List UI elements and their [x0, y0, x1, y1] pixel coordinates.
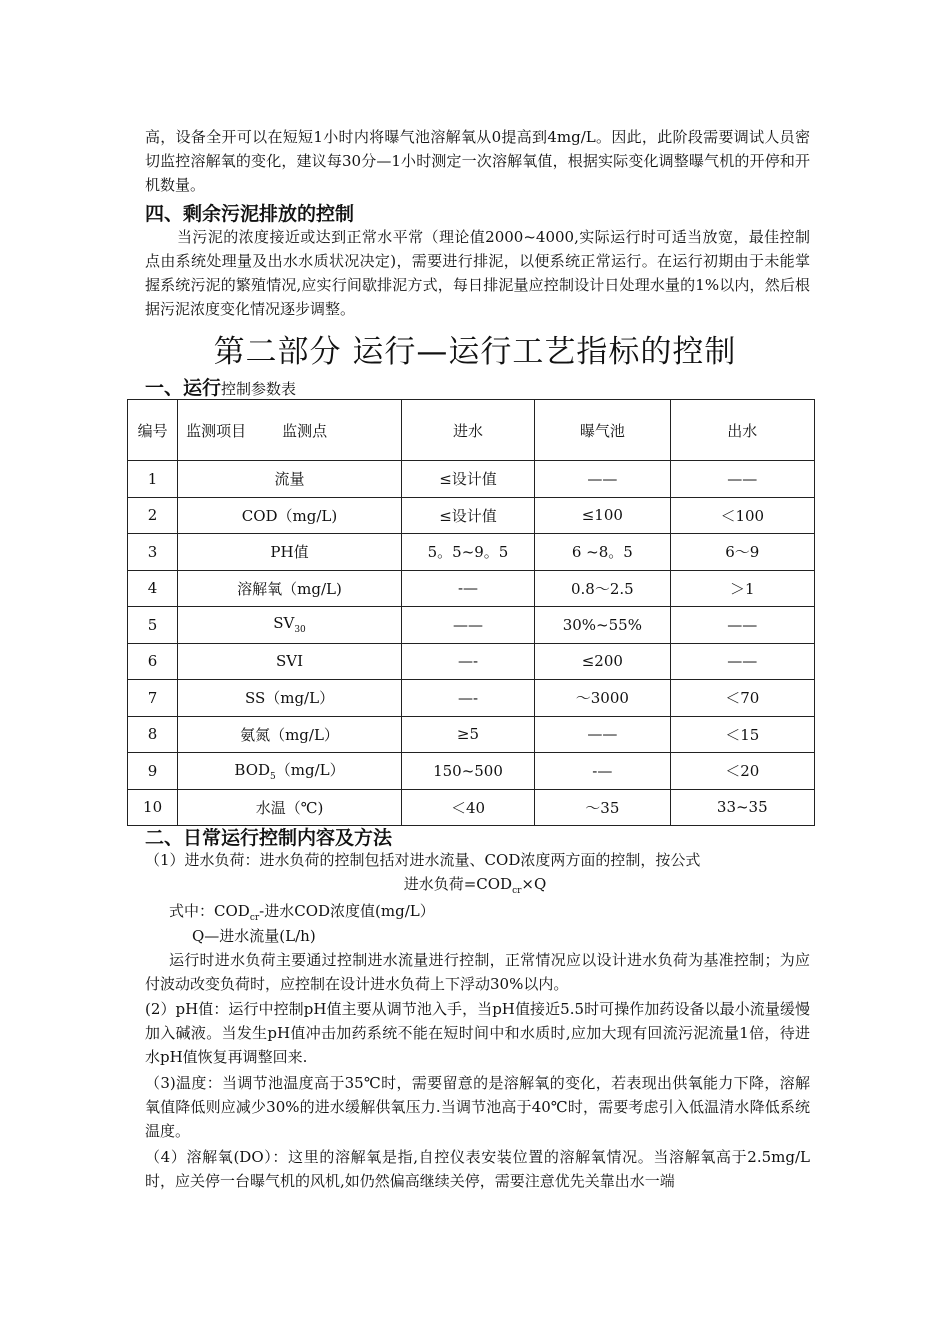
- table-row: [128, 607, 815, 644]
- cell-no: 2: [128, 497, 178, 534]
- table-row: [128, 497, 815, 534]
- intro-paragraph: 高，设备全开可以在短短1小时内将曝气池溶解氧从0提高到4mg/L。因此，此阶段需要调试人员密切监控溶解氧的变化，建议每30分—1小时测定一次溶解氧值，根据实际变化调整曝气机的开停和开机数量。: [145, 128, 810, 194]
- table-row: [128, 534, 815, 571]
- part2-title: 第二部分 运行—运行工艺指标的控制: [213, 334, 737, 370]
- daily-p3: (2）pH值：运行中控制pH值主要从调节池入手，当pH值接近5.5时可操作加药设备以最小流量缓慢加入碱液。当发生pH值冲击加药系统不能在短时间中和水质时,应加大现有回流污泥流量1倍，待进水pH值恢复再调整回来.: [145, 1000, 810, 1066]
- formula-tail: ×Q: [521, 875, 547, 893]
- cell-item-suffix: （mg/L）: [275, 761, 345, 780]
- cell-inflow: ≥5: [401, 716, 534, 753]
- table-section-subtitle: 控制参数表: [221, 380, 297, 398]
- cell-inflow: 150~500: [401, 753, 534, 790]
- cell-aeration: ≤200: [535, 643, 670, 680]
- cell-aeration: 30%~55%: [535, 607, 670, 644]
- cell-item: 水温（℃): [178, 789, 402, 826]
- cell-outflow: ＞1: [670, 570, 814, 607]
- cell-aeration: ～35: [535, 789, 670, 826]
- table-section-title-main: 一、运行: [145, 377, 222, 399]
- cell-no: 6: [128, 643, 178, 680]
- cell-outflow: ——: [670, 643, 814, 680]
- header-aeration: 曝气池: [535, 400, 670, 461]
- cell-inflow: —-: [401, 643, 534, 680]
- cell-inflow: ＜40: [401, 789, 534, 826]
- cell-inflow: ——: [401, 607, 534, 644]
- cell-outflow: ＜100: [670, 497, 814, 534]
- cell-inflow: -—: [401, 570, 534, 607]
- section4-title: 四、剩余污泥排放的控制: [145, 203, 355, 225]
- formula-main: 进水负荷=COD: [403, 875, 513, 893]
- cell-item: SVI: [178, 643, 402, 680]
- cell-no: 7: [128, 680, 178, 717]
- table-row: [128, 789, 815, 826]
- header-item: 监测项目: [186, 421, 247, 440]
- formula-line: [0, 873, 950, 896]
- table-section-title: [145, 373, 296, 400]
- cell-no: 5: [128, 607, 178, 644]
- cell-aeration: ≤100: [535, 497, 670, 534]
- cell-aeration: ——: [535, 716, 670, 753]
- cell-no: 4: [128, 570, 178, 607]
- header-item-point: [178, 400, 402, 461]
- cell-no: 10: [128, 789, 178, 826]
- daily-p2: 运行时进水负荷主要通过控制进水流量进行控制，正常情况应以设计进水负荷为基准控制；为应付波动改变负荷时，应控制在设计进水负荷上下浮动30%以内。: [145, 951, 810, 993]
- header-outflow: 出水: [670, 400, 814, 461]
- formula-sub: cr: [512, 886, 522, 896]
- cell-outflow: 33~35: [670, 789, 814, 826]
- table-header-row: [128, 400, 815, 461]
- table-row: [128, 570, 815, 607]
- cell-outflow: 6～9: [670, 534, 814, 571]
- cell-item: COD（mg/L): [178, 497, 402, 534]
- header-inflow: 进水: [401, 400, 534, 461]
- table-row: [128, 716, 815, 753]
- table-row: [128, 753, 815, 790]
- cell-item-sub: 5: [270, 772, 276, 783]
- where-sub: cr: [249, 913, 260, 923]
- cell-item: 流量: [178, 461, 402, 498]
- table-row: [128, 643, 815, 680]
- cell-outflow: ＜15: [670, 716, 814, 753]
- cell-aeration: ～3000: [535, 680, 670, 717]
- cell-no: 1: [128, 461, 178, 498]
- cell-item: [178, 753, 402, 790]
- cell-outflow: ＜70: [670, 680, 814, 717]
- cell-item-sub: 30: [294, 625, 306, 636]
- where-tail: -进水COD浓度值(mg/L）: [259, 902, 435, 920]
- cell-item: 溶解氧（mg/L): [178, 570, 402, 607]
- daily-p1: （1）进水负荷：进水负荷的控制包括对进水流量、COD浓度两方面的控制，按公式: [145, 851, 701, 869]
- cell-aeration: ——: [535, 461, 670, 498]
- where-main: 式中：COD: [169, 902, 250, 920]
- cell-item: [178, 607, 402, 644]
- control-parameter-table: [127, 399, 815, 826]
- cell-aeration: 6 ~8。5: [535, 534, 670, 571]
- daily-section-title: 二、日常运行控制内容及方法: [145, 827, 393, 849]
- cell-no: 9: [128, 753, 178, 790]
- q-line: Q—进水流量(L/h): [192, 927, 316, 945]
- section4-paragraph: 当污泥的浓度接近或达到正常水平常（理论值2000~4000,实际运行时可适当放宽，最佳控制点由系统处理量及出水水质状况决定)，需要进行排泥，以便系统正常运行。在运行初期由于未能掌握系统污泥的繁殖情况,应实行间歇排泥方式，每日排泥量应控制设计日处理水量的1%以内，然后根据污泥浓度变化情况逐步调整。: [145, 228, 810, 318]
- cell-inflow: —-: [401, 680, 534, 717]
- cell-item: SS（mg/L）: [178, 680, 402, 717]
- daily-p5: （4）溶解氧(DO）：这里的溶解氧是指,自控仪表安装位置的溶解氧情况。当溶解氧高于2.5mg/L时，应关停一台曝气机的风机,如仍然偏高继续关停，需要注意优先关靠出水一端: [145, 1148, 810, 1190]
- table-row: [128, 461, 815, 498]
- cell-aeration: -—: [535, 753, 670, 790]
- cell-aeration: 0.8～2.5: [535, 570, 670, 607]
- cell-outflow: ＜20: [670, 753, 814, 790]
- cell-item: PH值: [178, 534, 402, 571]
- cell-outflow: ——: [670, 461, 814, 498]
- cell-inflow: ≤设计值: [401, 497, 534, 534]
- daily-p4: （3)温度：当调节池温度高于35℃时，需要留意的是溶解氧的变化，若表现出供氧能力下降，溶解氧值降低则应减少30%的进水缓解供氧压力.当调节池高于40℃时，需要考虑引入低温清水降低系统温度。: [145, 1074, 810, 1140]
- header-point: 监测点: [282, 421, 328, 440]
- cell-no: 8: [128, 716, 178, 753]
- table-row: [128, 680, 815, 717]
- cell-inflow: ≤设计值: [401, 461, 534, 498]
- cell-item: 氨氮（mg/L）: [178, 716, 402, 753]
- cell-no: 3: [128, 534, 178, 571]
- cell-outflow: ——: [670, 607, 814, 644]
- cell-item-main: SV: [273, 614, 295, 633]
- cell-inflow: 5。5~9。5: [401, 534, 534, 571]
- header-no: 编号: [128, 400, 178, 461]
- cell-item-main: BOD: [234, 761, 271, 780]
